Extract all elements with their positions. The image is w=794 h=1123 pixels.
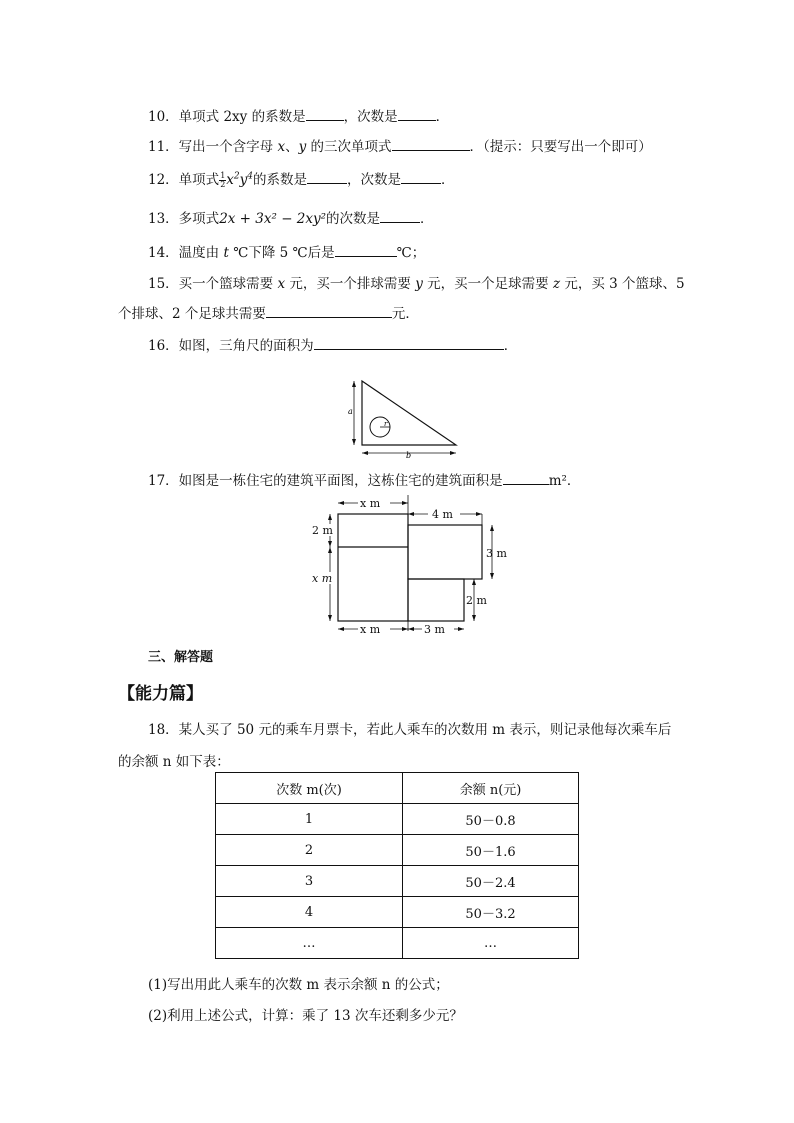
table-row [216, 835, 579, 866]
label-a: a [348, 407, 353, 416]
table-header-row [216, 773, 579, 804]
table-cell: 50－2.4 [403, 866, 579, 897]
answer-blank[interactable] [307, 171, 347, 184]
answer-blank[interactable] [398, 108, 436, 121]
table-cell: 50－3.2 [403, 897, 579, 928]
question-10: 10．单项式 2xy 的系数是 ，次数是 ． [148, 109, 450, 125]
label-b: b [406, 451, 412, 460]
answer-blank[interactable] [266, 305, 392, 318]
label-left-mid: x m [312, 572, 333, 585]
label-right-bottom: 2 m [466, 594, 487, 607]
answer-blank[interactable] [401, 171, 441, 184]
question-18-line-2: 的余额 n 如下表： [118, 754, 230, 770]
question-13: 13．多项式2x + 3x² − 2xy²的次数是 ． [148, 211, 434, 227]
table-cell: 50－0.8 [403, 804, 579, 835]
table-row [216, 866, 579, 897]
question-12: 12．单项式 $\frac{1}{2}$ $x^2y^4$的系数是 ，次数是 ． [148, 171, 455, 189]
label-top-right: 4 m [432, 508, 453, 521]
question-15-line-1: 15．买一个篮球需要 x 元，买一个排球需要 y 元，买一个足球需要 z 元，买 3 个篮球、5 [148, 276, 685, 292]
label-left-top: 2 m [312, 524, 333, 537]
label-right-top: 3 m [486, 547, 507, 560]
table-cell: … [216, 928, 403, 959]
label-top-left: x m [360, 497, 381, 510]
question-16: 16．如图，三角尺的面积为 ． [148, 338, 518, 354]
label-bottom-right: 3 m [424, 623, 445, 635]
answer-blank[interactable] [380, 210, 420, 223]
section-banner: 【能力篇】 [118, 684, 203, 704]
table-cell: 50－1.6 [403, 835, 579, 866]
answer-blank[interactable] [503, 472, 549, 485]
answer-blank[interactable] [314, 337, 504, 350]
question-18-line-1: 18．某人买了 50 元的乘车月票卡，若此人乘车的次数用 m 表示，则记录他每次乘车后 [148, 722, 672, 738]
sub-question-2: (2)利用上述公式，计算：乘了 13 次车还剩多少元？ [148, 1008, 463, 1024]
fraction: $\frac{1}{2}$ [220, 171, 226, 189]
question-14: 14．温度由 t ℃下降 5 ℃后是 ℃； [148, 245, 426, 261]
section-title: 三、解答题 [148, 650, 214, 665]
answer-blank[interactable] [306, 108, 344, 121]
table-header: 次数 m(次) [216, 773, 403, 804]
table-row [216, 897, 579, 928]
table-row [216, 804, 579, 835]
table-cell: 3 [216, 866, 403, 897]
polynomial: 2x + 3x² − 2xy² [219, 211, 327, 227]
label-bottom-left: x m [360, 623, 381, 635]
answer-blank[interactable] [335, 244, 397, 257]
triangle-ruler-figure [340, 375, 465, 460]
table-cell: … [403, 928, 579, 959]
floor-plan-figure [310, 495, 520, 635]
table-cell: 2 [216, 835, 403, 866]
question-15-line-2: 个排球、2 个足球共需要 元． [118, 306, 419, 322]
table-row [216, 928, 579, 959]
question-17: 17．如图是一栋住宅的建筑平面图，这栋住宅的建筑面积是 m²． [148, 473, 581, 489]
table-header: 余额 n(元) [403, 773, 579, 804]
answer-blank[interactable] [392, 138, 470, 151]
table-cell: 4 [216, 897, 403, 928]
question-11: 11．写出一个含字母 x、y 的三次单项式 ．（提示：只要写出一个即可） [148, 139, 652, 155]
fare-table [215, 772, 579, 959]
label-r: r [384, 420, 388, 428]
table-cell: 1 [216, 804, 403, 835]
sub-question-1: (1)写出用此人乘车的次数 m 表示余额 n 的公式； [148, 977, 449, 993]
